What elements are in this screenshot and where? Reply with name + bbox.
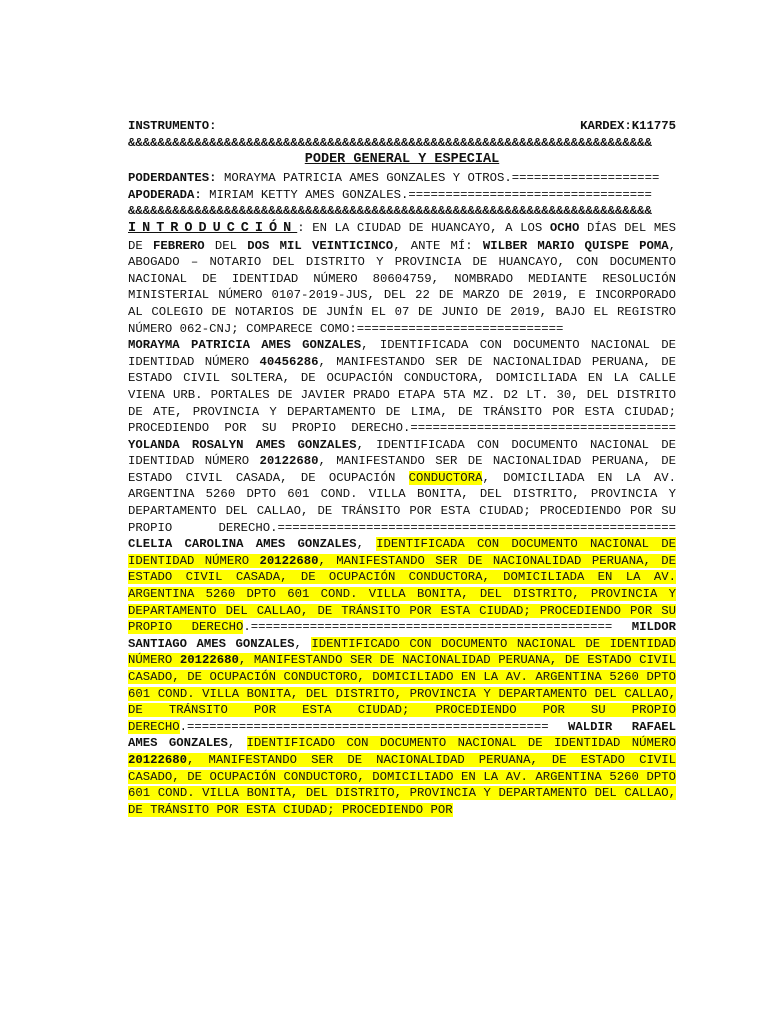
highlighted-text: , MANIFESTANDO SER DE NACIONALIDAD PERUANA, DE ESTADO CIVIL CASADA, DE OCUPACIÓN CONDUCTORA, DOMICILIADA EN LA AV. ARGENTINA 5260 DPTO 601 COND. VILLA BONITA, DEL DISTRITO, PROVINCIA Y DEPARTAMENTO DEL CALLAO, DE TRÁNSITO POR ESTA CIUDAD; PROCEDIENDO POR SU PROPIO DERECHO bbox=[128, 553, 677, 635]
compareciente-name: MILDOR SANTIAGO AMES GONZALES bbox=[128, 620, 676, 651]
compareciente-text: .================================================= bbox=[243, 620, 632, 635]
poderdantes-paragraph bbox=[128, 170, 676, 187]
compareciente-dni: 20122680 bbox=[179, 653, 239, 668]
compareciente-paragraph bbox=[128, 337, 676, 818]
document-page bbox=[128, 118, 676, 818]
compareciente-text: , MANIFESTANDO SER DE NACIONALIDAD PERUANA, DE ESTADO CIVIL CASADA, DE OCUPACIÓN bbox=[128, 454, 677, 485]
poderdantes-value: MORAYMA PATRICIA AMES GONZALES Y OTROS.==================== bbox=[216, 171, 660, 186]
highlighted-text: IDENTIFICADO CON DOCUMENTO NACIONAL DE IDENTIDAD NÚMERO bbox=[128, 636, 676, 668]
compareciente-name: MORAYMA PATRICIA AMES GONZALES bbox=[128, 338, 362, 353]
document-title: PODER GENERAL Y ESPECIAL bbox=[304, 152, 500, 168]
compareciente-text: .================================================= bbox=[179, 719, 569, 734]
compareciente-dni: 40456286 bbox=[259, 354, 319, 369]
compareciente-name: YOLANDA ROSALYN AMES GONZALES bbox=[128, 437, 357, 452]
separator-rule: &&&&&&&&&&&&&&&&&&&&&&&&&&&&&&&&&&&&&&&&&&&&&&&&&&&&&&&&&&&&&&&&&&&&&&& bbox=[128, 135, 652, 150]
compareciente-name: CLELIA CAROLINA AMES GONZALES bbox=[128, 537, 357, 552]
compareciente-text: , bbox=[356, 537, 377, 552]
intro-day: OCHO bbox=[549, 220, 580, 235]
highlighted-text: , MANIFESTANDO SER DE NACIONALIDAD PERUANA, DE ESTADO CIVIL CASADO, DE OCUPACIÓN CONDUCTORO, DOMICILIADO EN LA AV. ARGENTINA 5260 DPTO 601 COND. VILLA BONITA, DEL DISTRITO, PROVINCIA Y DEPARTAMENTO DEL CALLAO, DE TRÁNSITO POR ESTA CIUDAD; PROCEDIENDO POR SU PROPIO DERECHO bbox=[128, 653, 676, 734]
introduccion-heading: INTRODUCCIÓN bbox=[128, 220, 298, 236]
header-row bbox=[128, 118, 676, 135]
intro-text: DÍAS DEL MES DE bbox=[128, 220, 676, 253]
separator-rule-2: &&&&&&&&&&&&&&&&&&&&&&&&&&&&&&&&&&&&&&&&&&&&&&&&&&&&&&&&&&&&&&&&&&&&&&& bbox=[128, 204, 652, 219]
intro-text: DEL bbox=[204, 238, 248, 253]
kardex-label: KARDEX:K11775 bbox=[580, 119, 676, 133]
compareciente-name: WALDIR RAFAEL AMES GONZALES bbox=[128, 719, 676, 751]
compareciente-dni: 20122680 bbox=[259, 454, 319, 469]
apoderada-value: MIRIAM KETTY AMES GONZALES.================================= bbox=[201, 187, 652, 202]
compareciente-dni: 20122680 bbox=[259, 553, 319, 568]
highlighted-occupation: CONDUCTORA bbox=[408, 470, 483, 485]
intro-text: : EN LA CIUDAD DE HUANCAYO, A LOS bbox=[297, 220, 550, 235]
highlighted-text: , MANIFESTANDO SER DE NACIONALIDAD PERUANA, DE ESTADO CIVIL CASADO, DE OCUPACIÓN CONDUCTORO, DOMICILIADO EN LA AV. ARGENTINA 5260 DPTO 601 COND. VILLA BONITA, DEL DISTRITO, PROVINCIA Y DEPARTAMENTO DEL CALLAO, DE TRÁNSITO POR ESTA CIUDAD; PROCEDIENDO POR bbox=[128, 752, 676, 817]
apoderada-paragraph bbox=[128, 187, 676, 204]
intro-text: , ANTE MÍ: bbox=[393, 238, 483, 253]
instrumento-label: INSTRUMENTO: bbox=[128, 119, 217, 133]
poderdantes-label: PODERDANTES: bbox=[128, 171, 217, 186]
notary-name: WILBER MARIO QUISPE POMA bbox=[482, 238, 669, 253]
intro-text: , ABOGADO – NOTARIO DEL DISTRITO Y PROVINCIA DE HUANCAYO, CON DOCUMENTO NACIONAL DE IDENTIDAD NÚMERO 80604759, NOMBRADO MEDIANTE RESOLUCIÓN MINISTERIAL NÚMERO 0107-2019-JUS, DEL 22 DE MARZO DE 2019, E INCORPORADO AL COLEGIO DE NOTARIOS DE JUNÍN EL 07 DE JUNIO DE 2019, BAJO EL REGISTRO NÚMERO 062-CNJ; COMPARECE COMO:============================ bbox=[128, 238, 676, 336]
compareciente-text: , bbox=[294, 636, 312, 651]
apoderada-label: APODERADA: bbox=[128, 187, 202, 202]
compareciente-dni: 20122680 bbox=[128, 752, 188, 767]
intro-month: FEBRERO bbox=[153, 238, 205, 253]
compareciente-text: , bbox=[227, 736, 247, 751]
highlighted-text: IDENTIFICADA CON DOCUMENTO NACIONAL DE IDENTIDAD NÚMERO bbox=[128, 537, 676, 568]
compareciente-text: , IDENTIFICADA CON DOCUMENTO NACIONAL DE IDENTIDAD NÚMERO bbox=[128, 437, 676, 469]
compareciente-text: , IDENTIFICADA CON DOCUMENTO NACIONAL DE IDENTIDAD NÚMERO bbox=[128, 338, 676, 369]
highlighted-text: IDENTIFICADO CON DOCUMENTO NACIONAL DE IDENTIDAD NÚMERO bbox=[246, 736, 676, 751]
compareciente-text: , DOMICILIADA EN LA AV. ARGENTINA 5260 DPTO 601 COND. VILLA BONITA, DEL DISTRITO, PROVINCIA Y DEPARTAMENTO DEL CALLAO, DE TRÁNSITO POR ESTA CIUDAD; PROCEDIENDO POR SU PROPIO DERECHO.====================================================== bbox=[128, 470, 676, 535]
intro-year: DOS MIL VEINTICINCO bbox=[247, 238, 394, 253]
compareciente-text: , MANIFESTANDO SER DE NACIONALIDAD PERUANA, DE ESTADO CIVIL SOLTERA, DE OCUPACIÓN CONDUCTORA, DOMICILIADA EN LA CALLE VIENA URB. PORTALES DE JAVIER PRADO ETAPA 5TA MZ. D2 LT. 30, DEL DISTRITO DE ATE, PROVINCIA Y DEPARTAMENTO DE LIMA, DE TRÁNSITO POR ESTA CIUDAD; PROCEDIENDO POR SU PROPIO DERECHO.==================================== bbox=[128, 354, 677, 436]
introduccion-paragraph bbox=[128, 220, 676, 337]
